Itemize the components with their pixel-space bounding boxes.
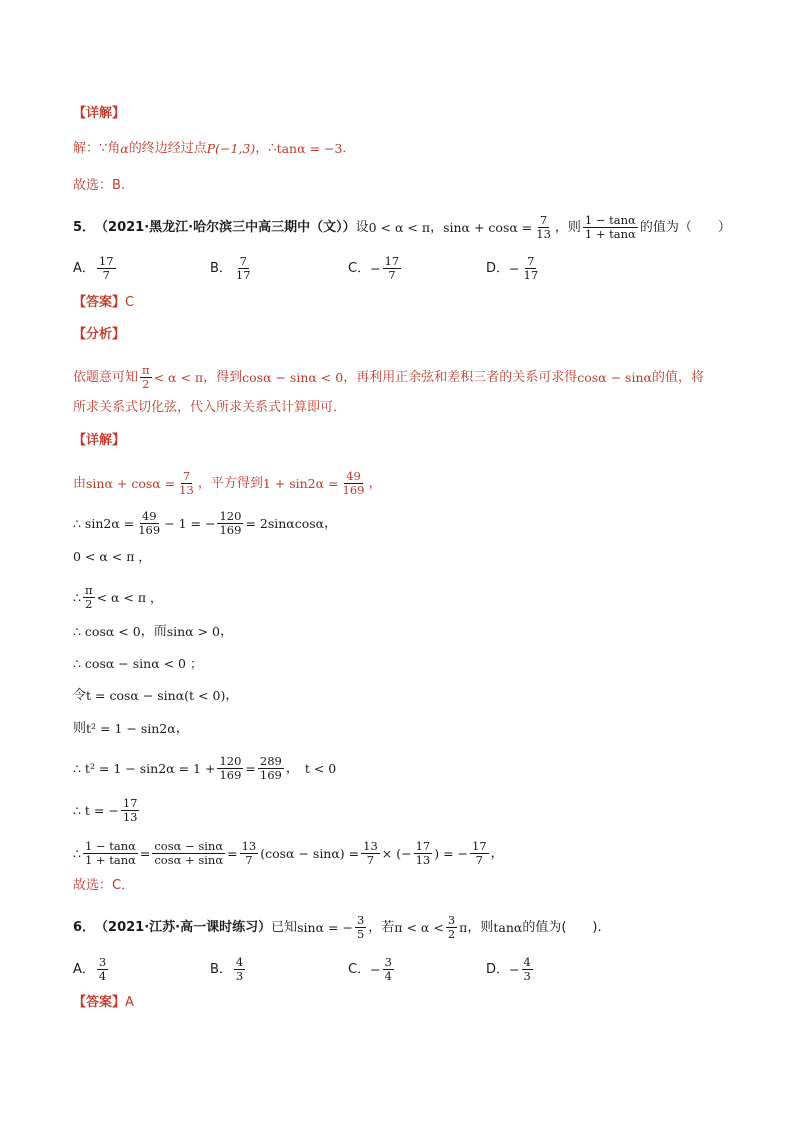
denominator: 1 + tanα bbox=[84, 853, 136, 867]
q5-stem-d: 的值为（ ） bbox=[639, 219, 731, 235]
q5-cond-fraction bbox=[534, 214, 553, 241]
option-fraction bbox=[522, 956, 533, 983]
denominator: 169 bbox=[138, 523, 161, 537]
step-text: ，平方得到 bbox=[197, 475, 263, 491]
step-text: 令 bbox=[73, 688, 87, 703]
pi-over-2 bbox=[140, 364, 152, 391]
numerator: 7 bbox=[239, 254, 247, 268]
fraction bbox=[361, 840, 380, 867]
q6-option-d[interactable] bbox=[486, 956, 535, 983]
numerator: 17 bbox=[384, 254, 400, 268]
step-math: t < 0 bbox=[304, 760, 337, 776]
step-math: sinα > 0 bbox=[166, 624, 220, 639]
step-math: ∴ sin2α = bbox=[73, 515, 135, 531]
step-2 bbox=[73, 510, 337, 537]
step-1 bbox=[73, 470, 381, 497]
q4-dot: ． bbox=[342, 141, 356, 156]
step-math: 1 + sin2α = bbox=[262, 475, 339, 491]
denominator: 13 bbox=[415, 853, 431, 867]
numerator: 4 bbox=[235, 955, 244, 969]
step-math: = bbox=[227, 845, 238, 861]
denominator: 169 bbox=[342, 483, 365, 497]
numerator: 13 bbox=[363, 839, 378, 853]
numerator: 7 bbox=[527, 254, 535, 268]
option-fraction bbox=[383, 255, 402, 282]
numerator: 120 bbox=[219, 509, 242, 523]
detail-label-2: 【详解】 bbox=[73, 433, 126, 448]
q6-answer-line bbox=[73, 994, 134, 1012]
numerator: 17 bbox=[98, 254, 114, 268]
q6-cond-fraction bbox=[355, 914, 366, 941]
q4-solution-line bbox=[73, 140, 355, 158]
analysis-label: 【分析】 bbox=[73, 327, 126, 342]
q5-expr-fraction bbox=[583, 214, 638, 241]
q5-option-b[interactable] bbox=[210, 255, 255, 282]
q5-answer: C bbox=[125, 295, 135, 310]
step-math: ) = − bbox=[434, 845, 469, 861]
q5-option-c[interactable] bbox=[348, 255, 403, 282]
q5-answer-line bbox=[73, 294, 134, 312]
denominator: 17 bbox=[523, 268, 539, 282]
denominator: 3 bbox=[523, 969, 531, 983]
q5-stem-a: 设 bbox=[355, 219, 369, 235]
numerator: 7 bbox=[182, 469, 191, 483]
step-math: (cosα − sinα) = bbox=[260, 845, 360, 861]
q5-stem-c: ，则 bbox=[554, 219, 581, 235]
q5-final: 故选：C． bbox=[73, 878, 135, 893]
option-fraction bbox=[522, 255, 541, 282]
step-text: 则 bbox=[73, 721, 87, 736]
fraction bbox=[121, 797, 140, 824]
step-text: 由 bbox=[73, 475, 87, 491]
q4-choice-line bbox=[73, 177, 125, 195]
analysis-text: ，得到 bbox=[203, 369, 243, 385]
denominator: 7 bbox=[102, 268, 110, 282]
pi-over-2 bbox=[83, 584, 95, 611]
numerator: 4 bbox=[523, 955, 531, 969]
numerator: π bbox=[142, 363, 150, 377]
fraction bbox=[152, 840, 225, 867]
denominator: 7 bbox=[475, 853, 483, 867]
q5-option-a[interactable] bbox=[73, 255, 118, 282]
q5-stem bbox=[73, 214, 731, 241]
option-sign: − bbox=[509, 260, 520, 276]
q6-number: 6． bbox=[73, 919, 96, 935]
numerator: π bbox=[84, 583, 93, 597]
option-letter: A． bbox=[73, 260, 95, 276]
step-text: ， bbox=[285, 760, 299, 776]
denominator: 2 bbox=[85, 597, 93, 611]
step-math: − 1 = − bbox=[164, 515, 216, 531]
step-text: ， bbox=[225, 688, 239, 703]
q6-math: tanα bbox=[493, 919, 523, 935]
step-math: = 2sinαcosα bbox=[245, 515, 325, 531]
denominator: 17 bbox=[235, 268, 251, 282]
step-4 bbox=[73, 584, 163, 611]
option-fraction bbox=[97, 956, 108, 983]
fraction bbox=[83, 840, 138, 867]
q6-text: 的值为( ). bbox=[522, 919, 602, 935]
q6-source: （2021·江苏·高一课时练习） bbox=[95, 919, 272, 935]
numerator: 49 bbox=[141, 509, 157, 523]
step-10 bbox=[73, 797, 141, 824]
denominator: 3 bbox=[235, 969, 244, 983]
q5-cond: sinα + cosα = bbox=[443, 219, 533, 235]
fraction bbox=[258, 755, 284, 782]
numerator: 120 bbox=[219, 754, 242, 768]
option-sign: − bbox=[370, 961, 381, 977]
answer-label: 【答案】 bbox=[73, 295, 126, 310]
step-11 bbox=[73, 840, 504, 867]
denominator: 2 bbox=[447, 927, 456, 941]
analysis-math: < α < π bbox=[153, 369, 204, 385]
step-7 bbox=[73, 687, 238, 705]
numerator: 17 bbox=[122, 796, 138, 810]
fraction bbox=[177, 470, 196, 497]
q5-option-d[interactable] bbox=[486, 255, 542, 282]
step-math: sinα + cosα = bbox=[86, 475, 176, 491]
q4-text-b: 的终边经过点 bbox=[128, 141, 207, 156]
q6-option-a[interactable] bbox=[73, 956, 110, 983]
step-math: ∴ bbox=[73, 589, 81, 605]
denominator: 4 bbox=[98, 969, 107, 983]
q4-text-c: ，∴ bbox=[255, 141, 277, 156]
denominator: 7 bbox=[388, 268, 396, 282]
q6-math: sinα = − bbox=[297, 919, 353, 935]
step-5 bbox=[73, 623, 233, 641]
numerator: 1 − tanα bbox=[584, 213, 636, 227]
step-6: ∴ cosα − sinα < 0 ； bbox=[73, 656, 203, 671]
step-math: × (− bbox=[381, 845, 412, 861]
answer-label: 【答案】 bbox=[73, 995, 126, 1010]
analysis-text: 依题意可知 bbox=[73, 369, 139, 385]
fraction bbox=[470, 840, 489, 867]
fraction bbox=[240, 840, 259, 867]
numerator: 13 bbox=[241, 839, 257, 853]
q6-text: 已知 bbox=[271, 919, 298, 935]
q6-answer: A bbox=[125, 995, 134, 1010]
q5-range: 0 < α < π bbox=[368, 219, 431, 235]
numerator: 289 bbox=[259, 754, 282, 768]
step-text: ， bbox=[219, 624, 233, 639]
q4-point: P(−1,3) bbox=[206, 141, 256, 156]
numerator: 3 bbox=[98, 955, 107, 969]
denominator: 13 bbox=[179, 483, 194, 497]
step-math: ∴ t² = 1 − sin2α = 1 + bbox=[73, 760, 216, 776]
jie-label: 解： bbox=[73, 141, 100, 156]
q6-text: ，若 bbox=[368, 919, 395, 935]
denominator: 169 bbox=[259, 768, 282, 782]
fraction bbox=[217, 510, 243, 537]
q5-source: （2021·黑龙江·哈尔滨三中高三期中（文）） bbox=[95, 219, 356, 235]
q6-math: π < α < bbox=[394, 919, 444, 935]
numerator: 17 bbox=[415, 839, 431, 853]
option-fraction bbox=[234, 956, 245, 983]
analysis-math: cosα − sinα bbox=[577, 369, 652, 385]
denominator: 7 bbox=[245, 853, 253, 867]
detail-label: 【详解】 bbox=[73, 106, 126, 121]
denominator: 13 bbox=[122, 810, 138, 824]
numerator: 17 bbox=[472, 839, 487, 853]
step-text: ，而 bbox=[140, 624, 167, 639]
denominator: 1 + tanα bbox=[584, 227, 636, 241]
denominator: 5 bbox=[356, 927, 365, 941]
q5-stem-b: ， bbox=[430, 219, 444, 235]
q6-option-c[interactable] bbox=[348, 956, 396, 983]
option-sign: − bbox=[370, 260, 381, 276]
q6-text: ，则 bbox=[467, 919, 494, 935]
step-text: ， bbox=[490, 845, 504, 861]
numerator: 3 bbox=[356, 913, 365, 927]
fraction bbox=[136, 510, 162, 537]
option-letter: D． bbox=[486, 961, 510, 977]
step-9 bbox=[73, 755, 336, 782]
step-math: ∴ bbox=[73, 845, 81, 861]
numerator: cosα − sinα bbox=[154, 839, 224, 853]
step-math: = bbox=[139, 845, 151, 861]
q6-stem bbox=[73, 914, 602, 941]
step-text: ， bbox=[368, 475, 382, 491]
denominator: 7 bbox=[366, 853, 375, 867]
q6-math: π bbox=[459, 919, 468, 935]
option-letter: D． bbox=[486, 260, 510, 276]
analysis-math: cosα − sinα < 0 bbox=[242, 369, 344, 385]
denominator: 169 bbox=[219, 768, 242, 782]
step-8 bbox=[73, 720, 189, 738]
step-math: = bbox=[245, 760, 256, 776]
option-letter: C． bbox=[348, 260, 371, 276]
alpha-symbol: α bbox=[120, 141, 129, 156]
q4-choice: B. bbox=[112, 178, 126, 193]
q5-analysis-line1 bbox=[73, 364, 704, 391]
fraction bbox=[414, 840, 433, 867]
option-letter: B． bbox=[210, 961, 232, 977]
step-3: 0 < α < π ， bbox=[73, 549, 151, 564]
q6-range-fraction bbox=[446, 914, 457, 941]
step-math: < α < π ， bbox=[96, 589, 163, 605]
numerator: 3 bbox=[384, 955, 392, 969]
denominator: 13 bbox=[536, 227, 551, 241]
denominator: 169 bbox=[219, 523, 242, 537]
denominator: cosα + sinα bbox=[154, 853, 224, 867]
denominator: 4 bbox=[384, 969, 392, 983]
step-text: ， bbox=[324, 515, 338, 531]
option-fraction bbox=[97, 255, 116, 282]
analysis-text: 的值，将 bbox=[651, 369, 704, 385]
option-fraction bbox=[383, 956, 394, 983]
option-letter: A． bbox=[73, 961, 95, 977]
step-math: ∴ t = − bbox=[73, 802, 119, 818]
analysis-text: ，再利用正余弦和差积三者的关系可求得 bbox=[343, 369, 578, 385]
step-math: t = cosα − sinα(t < 0) bbox=[86, 688, 226, 703]
numerator: 3 bbox=[447, 913, 456, 927]
q4-result: tanα = −3 bbox=[276, 141, 343, 156]
step-text: ， bbox=[175, 721, 189, 736]
option-fraction bbox=[234, 255, 253, 282]
q5-analysis-line2: 所求关系式切化弦，代入所求关系式计算即可． bbox=[73, 400, 347, 415]
step-math: t² = 1 − sin2α bbox=[86, 721, 176, 736]
step-math: ∴ cosα < 0 bbox=[73, 624, 141, 639]
option-sign: − bbox=[509, 961, 520, 977]
option-letter: B． bbox=[210, 260, 232, 276]
q6-option-b[interactable] bbox=[210, 956, 247, 983]
denominator: 2 bbox=[142, 377, 150, 391]
q5-number: 5． bbox=[73, 219, 96, 235]
q4-text-a: ∵角 bbox=[99, 141, 121, 156]
fraction bbox=[341, 470, 367, 497]
option-letter: C． bbox=[348, 961, 371, 977]
fraction bbox=[217, 755, 243, 782]
numerator: 49 bbox=[346, 469, 361, 483]
numerator: 7 bbox=[539, 213, 548, 227]
numerator: 1 − tanα bbox=[84, 839, 136, 853]
choose-label: 故选： bbox=[73, 178, 113, 193]
